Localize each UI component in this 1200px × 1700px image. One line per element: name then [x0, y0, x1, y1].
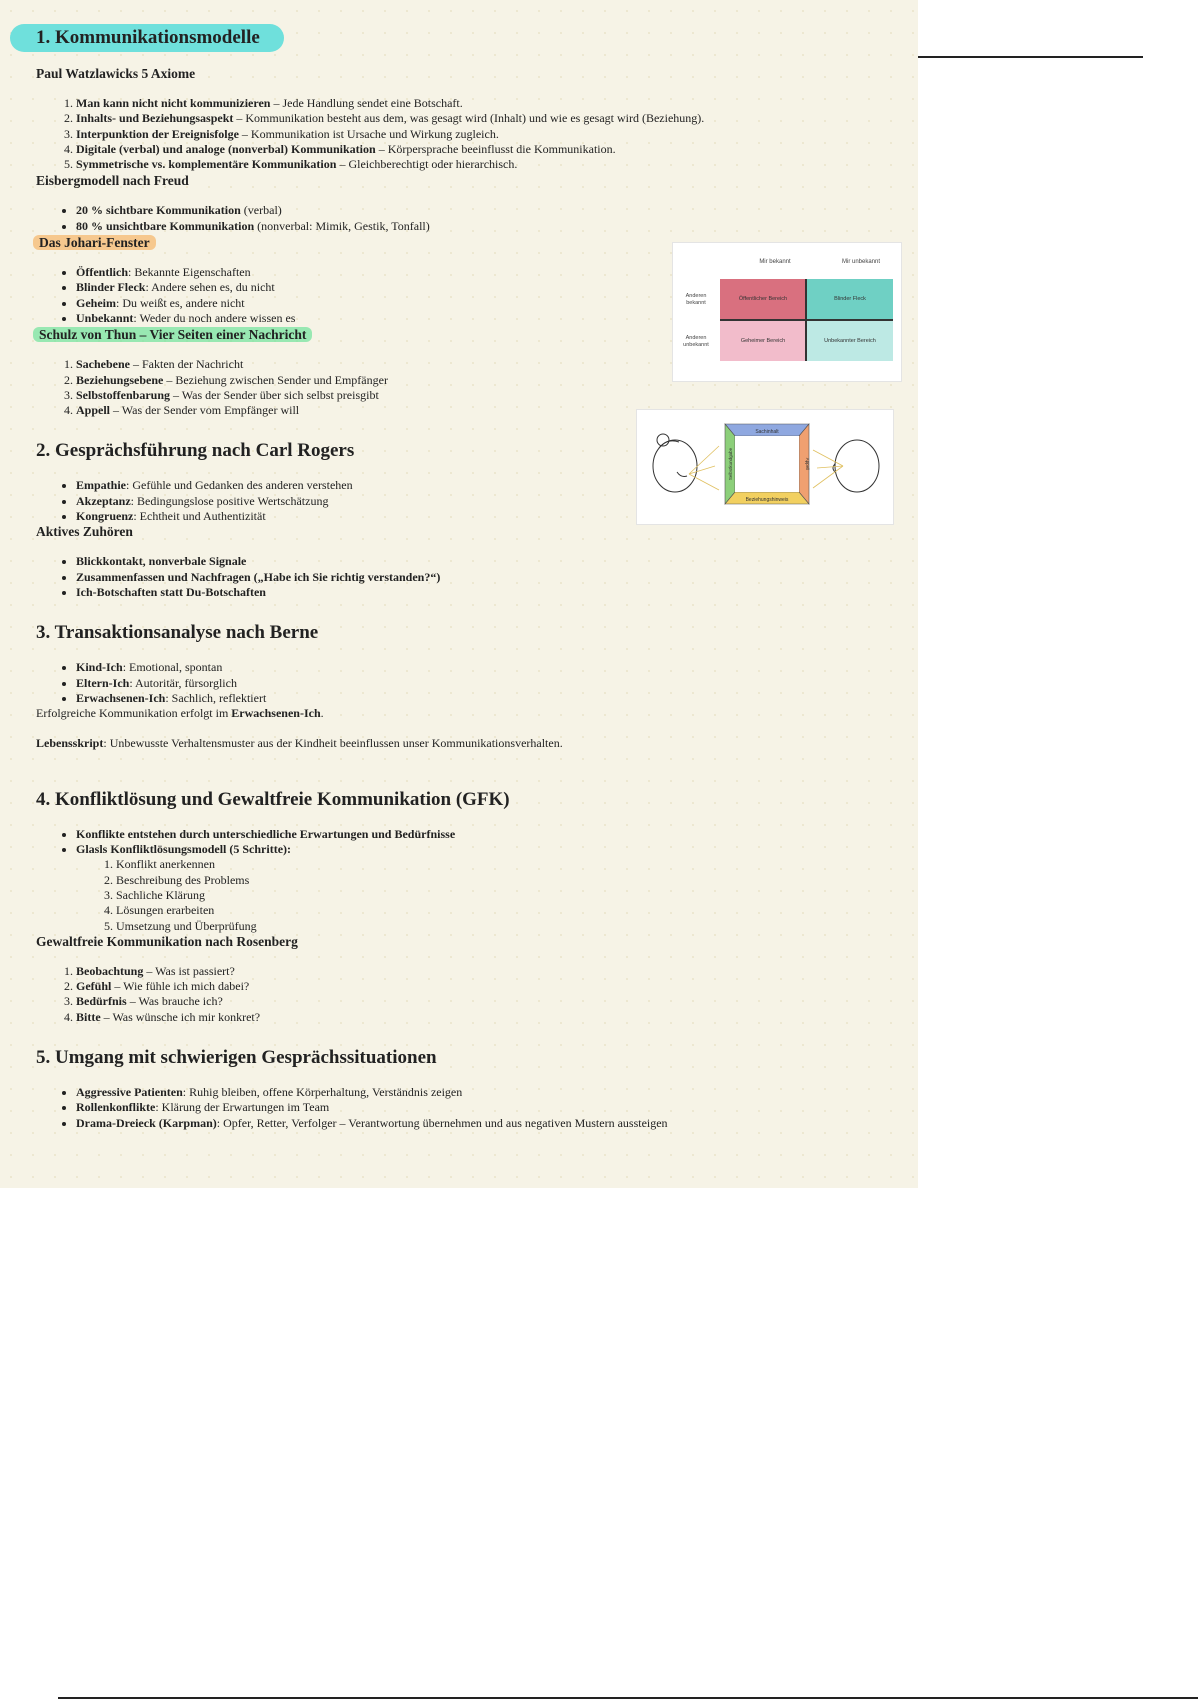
list-item: 5. Umsetzung und Überprüfung [116, 919, 876, 934]
section-title: 1. Kommunikationsmodelle [10, 24, 284, 52]
list-item: 2. Beschreibung des Problems [116, 873, 876, 888]
list-item: 1. Beobachtung – Was ist passiert? [76, 964, 876, 979]
list-item: • 80 % unsichtbare Kommunikation (nonverbal: Mimik, Gestik, Tonfall) [76, 219, 876, 234]
johari-col-header: Mir unbekannt [841, 259, 881, 265]
list-item: 4. Lösungen erarbeiten [116, 903, 876, 918]
list-item: 1. Konflikt anerkennen [116, 857, 876, 872]
list-item: 4. Digitale (verbal) und analoge (nonverbal) Kommunikation – Körpersprache beeinflusst die Kommunikation. [76, 142, 876, 157]
gfk-list [36, 964, 876, 1025]
list-item: 5. Symmetrische vs. komplementäre Kommunikation – Gleichberechtigt oder hierarchisch. [76, 157, 876, 172]
section-title: 5. Umgang mit schwierigen Gesprächssituationen [36, 1046, 437, 1068]
konflikt-list [36, 827, 876, 934]
johari-cell-hidden: Geheimer Bereich [720, 321, 806, 361]
list-item: • Glasls Konfliktlösungsmodell (5 Schritte): 1. Konflikt anerkennen 2. Beschreibung des Problems 3. Sachliche Klärung 4. Lösungen erarbeiten 5. Umsetzung und Überprüfung [76, 842, 876, 934]
johari-window-figure [672, 242, 902, 382]
sender-head-icon [653, 434, 697, 492]
paragraph-erfolg: Erfolgreiche Kommunikation erfolgt im Erwachsenen-Ich. [36, 706, 324, 721]
four-sides-diagram [637, 410, 893, 524]
list-item: 3. Selbstoffenbarung – Was der Sender über sich selbst preisgibt [76, 388, 876, 403]
subheading-johari: Das Johari-Fenster [33, 235, 156, 250]
list-item: 1. Man kann nicht nicht kommunizieren – Jede Handlung sendet eine Botschaft. [76, 96, 876, 111]
paragraph-lebensskript: Lebensskript: Unbewusste Verhaltensmuster aus der Kindheit beeinflussen unser Kommunikationsverhalten. [36, 736, 563, 751]
johari-row-header: Anderen unbekannt [683, 335, 709, 348]
list-item: • Unbekannt: Weder du noch andere wissen es [76, 311, 876, 326]
list-item: • Akzeptanz: Bedingungslose positive Wertschätzung [76, 494, 876, 509]
side-right-label: Appell [805, 457, 810, 471]
subheading-thun: Schulz von Thun – Vier Seiten einer Nachricht [33, 327, 312, 342]
eisberg-list [36, 203, 876, 234]
list-item: • Aggressive Patienten: Ruhig bleiben, offene Körperhaltung, Verständnis zeigen [76, 1085, 876, 1100]
list-item: • Geheim: Du weißt es, andere nicht [76, 296, 876, 311]
list-item: 3. Interpunktion der Ereignisfolge – Kommunikation ist Ursache und Wirkung zugleich. [76, 127, 876, 142]
subheading-aktives-zuhoeren: Aktives Zuhören [36, 524, 133, 540]
johari-cell-public: Öffentlicher Bereich [720, 279, 806, 319]
list-item: 4. Appell – Was der Sender vom Empfänger will [76, 403, 876, 418]
berne-list [36, 660, 876, 706]
johari-col-header: Mir bekannt [759, 259, 791, 265]
schwierig-list [36, 1085, 876, 1131]
johari-row-header: Anderen bekannt [685, 293, 707, 306]
list-item: • Kind-Ich: Emotional, spontan [76, 660, 876, 675]
zuhoeren-list [36, 554, 876, 600]
list-item: • Empathie: Gefühle und Gedanken des anderen verstehen [76, 478, 876, 493]
watzlawick-list [36, 96, 876, 172]
list-item: 2. Beziehungsebene – Beziehung zwischen Sender und Empfänger [76, 373, 876, 388]
side-bottom-label: Beziehungshinweis [745, 497, 789, 503]
johari-cell-unknown: Unbekannter Bereich [807, 321, 893, 361]
list-item: 3. Sachliche Klärung [116, 888, 876, 903]
side-left-label: Selbstkundgabe [728, 447, 733, 481]
list-item: • Erwachsenen-Ich: Sachlich, reflektiert [76, 691, 876, 706]
section-title: 2. Gesprächsführung nach Carl Rogers [36, 440, 355, 462]
divider-line [918, 56, 1143, 58]
list-item: • Kongruenz: Echtheit und Authentizität [76, 509, 876, 524]
document-content [36, 24, 876, 1131]
divider-line [58, 1697, 1198, 1699]
list-item: • Ich-Botschaften statt Du-Botschaften [76, 585, 876, 600]
glasl-steps [76, 857, 876, 933]
list-item: 1. Sachebene – Fakten der Nachricht [76, 357, 876, 372]
list-item: 2. Inhalts- und Beziehungsaspekt – Kommunikation besteht aus dem, was gesagt wird (Inhalt) und wie es gesagt wird (Beziehung). [76, 111, 876, 126]
section-title: 3. Transaktionsanalyse nach Berne [36, 622, 319, 644]
four-sides-model-figure [636, 409, 894, 525]
list-item: 2. Gefühl – Wie fühle ich mich dabei? [76, 979, 876, 994]
list-item: • Konflikte entstehen durch unterschiedliche Erwartungen und Bedürfnisse [76, 827, 876, 842]
johari-cell-blind: Blinder Fleck [807, 279, 893, 319]
subheading-gfk: Gewaltfreie Kommunikation nach Rosenberg [36, 933, 298, 949]
list-item: • Drama-Dreieck (Karpman): Opfer, Retter, Verfolger – Verantwortung übernehmen und aus negativen Mustern aussteigen [76, 1116, 876, 1131]
section-title: 4. Konfliktlösung und Gewaltfreie Kommunikation (GFK) [36, 788, 510, 810]
list-item: • 20 % sichtbare Kommunikation (verbal) [76, 203, 876, 218]
list-item: • Öffentlich: Bekannte Eigenschaften [76, 265, 876, 280]
subheading-watzlawick: Paul Watzlawicks 5 Axiome [36, 66, 196, 81]
list-item: • Zusammenfassen und Nachfragen („Habe ich Sie richtig verstanden?“) [76, 570, 876, 585]
list-item: • Rollenkonflikte: Klärung der Erwartungen im Team [76, 1100, 876, 1115]
subheading-eisberg: Eisbergmodell nach Freud [36, 173, 189, 189]
johari-divider-h [720, 319, 893, 321]
side-top-label: Sachinhalt [755, 429, 779, 435]
list-item: 4. Bitte – Was wünsche ich mir konkret? [76, 1010, 876, 1025]
list-item: • Blickkontakt, nonverbale Signale [76, 554, 876, 569]
list-item: 3. Bedürfnis – Was brauche ich? [76, 994, 876, 1009]
message-center [735, 436, 799, 492]
list-item: • Eltern-Ich: Autoritär, fürsorglich [76, 676, 876, 691]
list-item: • Blinder Fleck: Andere sehen es, du nicht [76, 280, 876, 295]
